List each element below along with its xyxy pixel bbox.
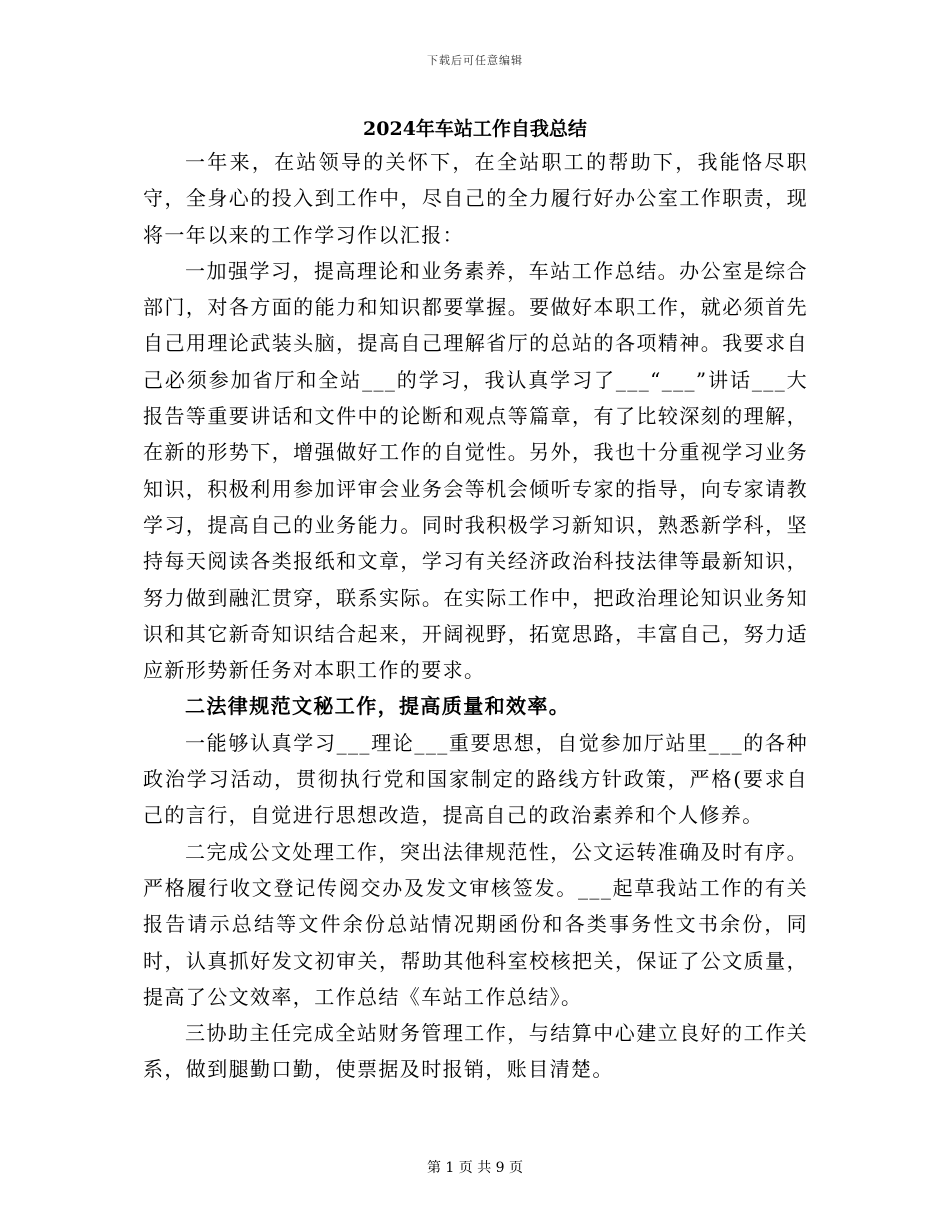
paragraph-study: 一加强学习，提高理论和业务素养，车站工作总结。办公室是综合部门，对各方面的能力和知识都要掌握。要做好本职工作，就必须首先自己用理论武装头脑，提高自己理解省厅的总站的各项精神。我要求自己必须参加省厅和全站___的学习，我认真学习了___“___”讲话___大报告等重要讲话和文件中的论断和观点等篇章，有了比较深刻的理解，在新的形势下，增强做好工作的自觉性。另外，我也十分重视学习业务知识，积极利用参加评审会业务会等机会倾听专家的指导，向专家请教学习，提高自己的业务能力。同时我积极学习新知识，熟悉新学科，坚持每天阅读各类报纸和文章，学习有关经济政治科技法律等最新知识，努力做到融汇贯穿，联系实际。在实际工作中，把政治理论知识业务知识和其它新奇知识结合起来，开阔视野，拓宽思路，丰富自己，努力适应新形势新任务对本职工作的要求。 — [143, 258, 808, 683]
document-body — [143, 144, 808, 1088]
header-note: 下载后可任意编辑 — [427, 54, 523, 67]
paragraph-theory: 一能够认真学习___理论___重要思想，自觉参加厅站里___的各种政治学习活动，贯彻执行党和国家制定的路线方针政策，严格(要求自己的言行，自觉进行思想改造，提高自己的政治素养和个人修养。 — [143, 730, 808, 828]
paragraph-documents: 二完成公文处理工作，突出法律规范性，公文运转准确及时有序。严格履行收文登记传阅交办及发文审核签发。___起草我站工作的有关报告请示总结等文件余份总站情况期函份和各类事务性文书余份，同时，认真抓好发文初审关，帮助其他科室校核把关，保证了公文质量，提高了公文效率，工作总结《车站工作总结》。 — [143, 839, 808, 1009]
page-number: 第 1 页 共 9 页 — [426, 1160, 524, 1176]
paragraph-finance: 三协助主任完成全站财务管理工作，与结算中心建立良好的工作关系，做到腿勤口勤，使票据及时报销，账目清楚。 — [143, 1021, 808, 1082]
paragraph-intro: 一年来，在站领导的关怀下，在全站职工的帮助下，我能恪尽职守，全身心的投入到工作中，尽自己的全力履行好办公室工作职责，现将一年以来的工作学习作以汇报： — [143, 150, 808, 247]
section-heading: 二法律规范文秘工作，提高质量和效率。 — [185, 694, 571, 719]
document-title: 2024年车站工作自我总结 — [363, 118, 587, 140]
